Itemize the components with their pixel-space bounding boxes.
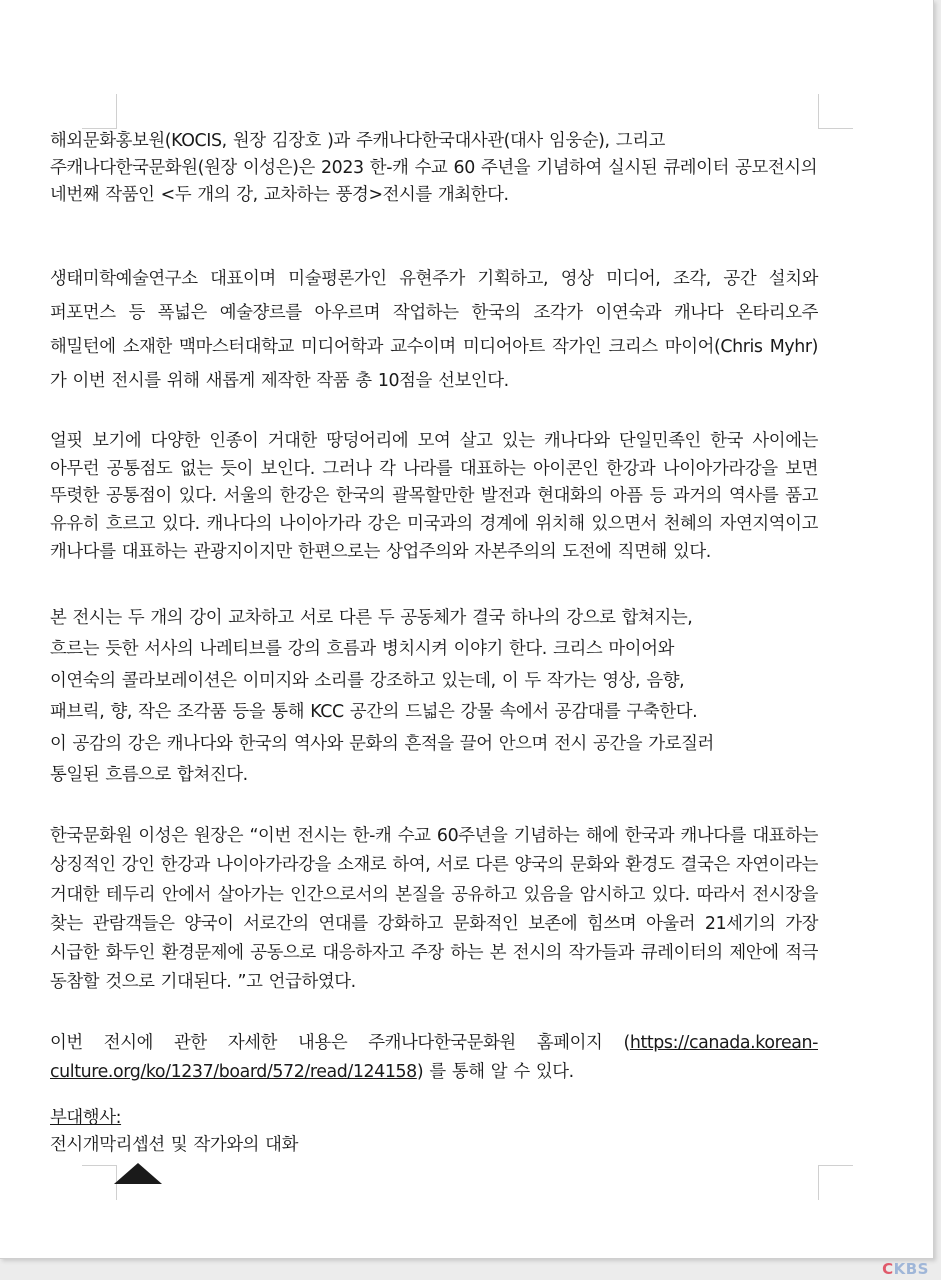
paragraph-director-quote bbox=[50, 822, 818, 998]
paragraph-rivers bbox=[50, 428, 818, 567]
paragraph-artists bbox=[50, 262, 818, 398]
homepage-link[interactable]: https://canada.korean-culture.org/ko/1237/board/572/read/124158 bbox=[50, 1033, 818, 1082]
paragraph-exhibition-line: 패브릭, 향, 작은 조각품 등을 통해 KCC 공간의 드넓은 강물 속에서 공감대를 구축한다. bbox=[50, 702, 698, 723]
more-info-prefix: 이번 전시에 관한 자세한 내용은 주캐나다한국문화원 홈페이지 ( bbox=[50, 1033, 630, 1053]
crop-mark-top-left bbox=[82, 94, 117, 129]
cbs-watermark-logo bbox=[882, 1260, 929, 1278]
triangle-up-icon[interactable] bbox=[114, 1163, 162, 1184]
paragraph-more-info-text bbox=[50, 1029, 818, 1086]
paragraph-exhibition-line: 이 공감의 강은 캐나다와 한국의 역사와 문화의 흔적을 끌어 안으며 전시 공간을 가로질러 bbox=[50, 733, 714, 754]
paragraph-exhibition-line: 본 전시는 두 개의 강이 교차하고 서로 다른 두 공동체가 결국 하나의 강으로 합쳐지는, bbox=[50, 608, 693, 628]
paragraph-exhibition-line: 통일된 흐름으로 합쳐진다. bbox=[50, 765, 248, 786]
more-info-suffix: ) 를 통해 알 수 있다. bbox=[416, 1061, 574, 1082]
crop-mark-bottom-left bbox=[82, 1165, 117, 1200]
paragraph-more-info bbox=[50, 1029, 818, 1086]
paragraph-exhibition bbox=[50, 603, 818, 791]
watermark-rest: KBS bbox=[893, 1260, 929, 1278]
paragraph-exhibition-line: 흐르는 듯한 서사의 나레티브를 강의 흐름과 병치시켜 이야기 한다. 크리스 마이어와 bbox=[50, 639, 674, 660]
paragraph-rivers-text: 얼핏 보기에 다양한 인종이 거대한 땅덩어리에 모여 살고 있는 캐나다와 단일민족인 한국 사이에는 아무런 공통점도 없는 듯이 보인다. 그러나 각 나라를 대표하는 아이콘인 한강과 나이아가라강을 보면 뚜렷한 공통점이 있다. 서울의 한강은 한국의 괄목할만한 발전과 현대화의 아픔 등 과거의 역사를 품고 유유히 흐르고 있다. 캐나다의 나이아가라 강은 미국과의 경계에 위치해 있으면서 천혜의 자연지역이고 캐나다를 대표하는 관광지이지만 한편으로는 상업주의와 자본주의의 도전에 직면해 있다. bbox=[50, 431, 818, 562]
crop-mark-bottom-right bbox=[818, 1165, 853, 1200]
paragraph-intro-text: 해외문화홍보원(KOCIS, 원장 김장호 )과 주캐나다한국대사관(대사 임웅순), 그리고 주캐나다한국문화원(원장 이성은)은 2023 한-캐 수교 60 주년을 기념하여 실시된 큐레이터 공모전시의 네번째 작품인 <두 개의 강, 교차하는 풍경>전시를 개최한다. bbox=[50, 131, 818, 205]
crop-mark-top-right bbox=[818, 94, 853, 129]
watermark-c: C bbox=[882, 1260, 894, 1278]
side-events-heading: 부대행사: bbox=[50, 1108, 122, 1128]
paragraph-director-quote-text: 한국문화원 이성은 원장은 “이번 전시는 한-캐 수교 60주년을 기념하는 해에 한국과 캐나다를 대표하는 상징적인 강인 한강과 나이아가라강을 소재로 하여, 서로 다른 양국의 문화와 환경도 결국은 자연이라는 거대한 테두리 안에서 살아가는 인간으로서의 본질을 공유하고 있음을 암시하고 있다. 따라서 전시장을 찾는 관람객들은 양국이 서로간의 연대를 강화하고 문화적인 보존에 힘쓰며 아울러 21세기의 가장 시급한 화두인 환경문제에 공동으로 대응하자고 주장 하는 본 전시의 작가들과 큐레이터의 제안에 적극 동참할 것으로 기대된다. ”고 언급하였다. bbox=[50, 826, 818, 993]
paragraph-intro bbox=[50, 128, 818, 209]
side-events-item: 전시개막리셉션 및 작가와의 대화 bbox=[50, 1135, 298, 1155]
paragraph-artists-text: 생태미학예술연구소 대표이며 미술평론가인 유현주가 기획하고, 영상 미디어, 조각, 공간 설치와 퍼포먼스 등 폭넓은 예술쟝르를 아우르며 작업하는 한국의 조각가 이연숙과 캐나다 온타리오주 해밀턴에 소재한 맥마스터대학교 미디어학과 교수이며 미디어아트 작가인 크리스 마이어(Chris Myhr)가 이번 전시를 위해 새롭게 제작한 작품 총 10점을 선보인다. bbox=[50, 269, 818, 391]
paragraph-exhibition-line: 이연숙의 콜라보레이션은 이미지와 소리를 강조하고 있는데, 이 두 작가는 영상, 음향, bbox=[50, 670, 685, 691]
side-events bbox=[50, 1105, 818, 1159]
